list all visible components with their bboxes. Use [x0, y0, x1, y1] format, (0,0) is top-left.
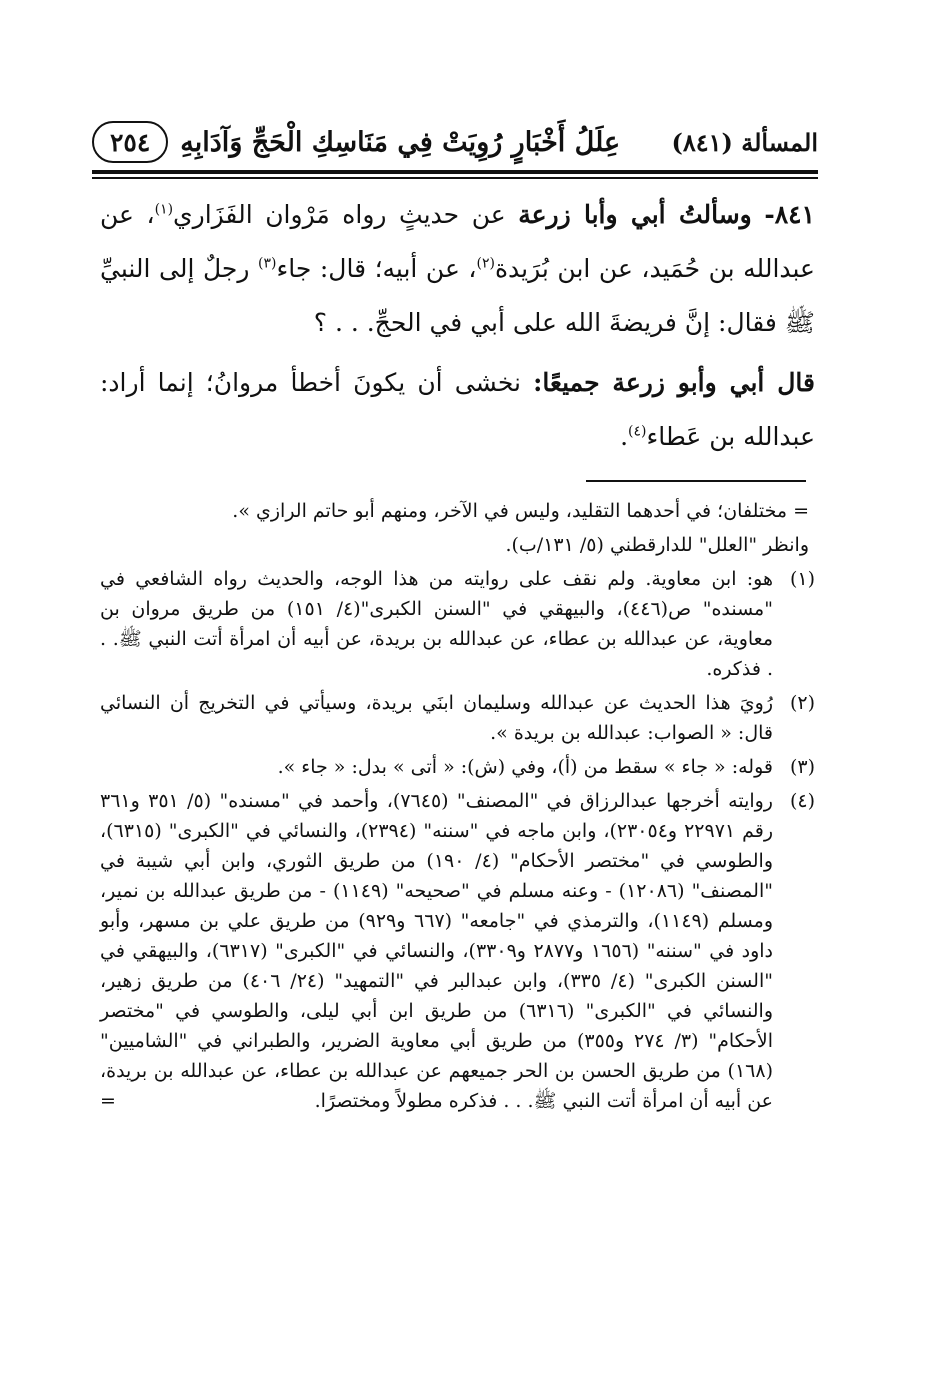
footnotes [100, 496, 815, 1120]
question-text-d: رجلٌ إلى النبيِّ ﷺ فقال: إنَّ فريضةَ الله على أبي في الحجِّ. . . ؟ [100, 254, 815, 337]
footnote-number: (٣) [789, 756, 815, 778]
continuation-mark: = [100, 1090, 116, 1112]
header-left-group [92, 121, 620, 163]
question-text-a: عن حديثٍ رواه مَرْوان الفَزَاري [173, 200, 506, 229]
footnote-ref-1[interactable]: (١) [154, 201, 174, 218]
running-header [92, 116, 818, 168]
question-lead: وسألتُ أبي وأبا زرعة [518, 200, 752, 229]
footnote-continuation-1: = مختلفان؛ في أحدهما التقليد، وليس في الآخر، ومنهم أبو حاتم الرازي ». [232, 500, 809, 522]
footnote-separator [586, 480, 806, 482]
answer-text-a: نخشى أن يكونَ أخطأ مروانُ؛ إنما أراد: عبدالله بن عَطاء [100, 368, 815, 451]
issue-number: ٨٤١- [764, 200, 815, 229]
footnote-4 [100, 786, 815, 1116]
book-title: عِلَلُ أَخْبَارٍ رُوِيَتْ فِي مَنَاسِكِ الْحَجِّ وَآدَابِهِ [180, 126, 621, 158]
footnote-ref-4[interactable]: (٤) [628, 423, 647, 440]
header-rule-thin [92, 177, 818, 179]
footnote-1 [100, 564, 815, 684]
main-text [100, 188, 815, 464]
footnote-ref-3[interactable]: (٣) [258, 255, 277, 272]
footnote-continuation-2: وانظر "العلل" للدارقطني (٥/ ١٣١/ب). [505, 534, 809, 556]
footnote-text: رُويَ هذا الحديث عن عبدالله وسليمان ابنَي بريدة، وسيأتي في التخريج أن النسائي قال: « الصواب: عبدالله بن بريدة ». [100, 692, 773, 744]
footnote-number: (١) [789, 568, 815, 590]
header-right-group [672, 128, 819, 157]
answer-text-b: . [620, 422, 629, 451]
question-text-b: ، عن عبدالله بن حُمَيد، عن ابن بُرَيدة [100, 200, 815, 283]
footnote-text: روايته أخرجها عبدالرزاق في "المصنف" (٧٦٤٥)، وأحمد في "مسنده" (٥/ ٣٥١ و٣٦١ رقم ٢٢٩٧١ و٢٣٠٥٤)، وابن ماجه في "سننه" (٢٣٩٤)، والنسائي في "الكبرى" (٦٣١٥)، والطوسي في "مختصر الأحكام" (٤/ ١٩٠) من طريق الثوري، وابن أبي شيبة في "المصنف" (١٢٠٨٦) - وعنه مسلم في "صحيحه" (١١٤٩) - من طريق عبدالله بن نمير، ومسلم (١١٤٩)، والترمذي في "جامعه" (٦٦٧ و٩٢٩) من طريق علي بن مسهر، وأبو داود في "سننه" (١٦٥٦ و٢٨٧٧ و٣٣٠٩)، والنسائي في "الكبرى" (٦٣١٧)، والبيهقي في "السنن الكبرى" (٤/ ٣٣٥)، وابن عبدالبر في "التمهيد" (٢٤/ ٤٠٦) من طريق زهير، والنسائي في "الكبرى" (٦٣١٦) من طريق ابن أبي ليلى، والطوسي في "مختصر الأحكام" (٣/ ٢٧٤ و٣٥٥) من طريق أبي معاوية الضرير، والطبراني في "الشاميين" (١٦٨) من طريق الحسن بن الحر جميعهم عن عبدالله بن عطاء، عن عبدالله بن بريدة، عن أبيه أن امرأة أتت النبي ﷺ. . . فذكره مطولاً ومختصرًا. [100, 790, 774, 1112]
header-rule-thick [92, 170, 818, 174]
footnote-text-wrap [100, 786, 773, 1116]
footnote-2 [100, 688, 815, 748]
footnote-number: (٢) [789, 692, 815, 714]
footnote-text: هو: ابن معاوية. ولم نقف على روايته من هذا الوجه، والحديث رواه الشافعي في "مسنده" ص(٤٤٦)، والبيهقي في "السنن الكبرى"(٤/ ١٥١) من طريق مروان بن معاوية، عن عبدالله بن عطاء، عن عبدالله بن بريدة، عن أبيه أن امرأة أتت النبي ﷺ. . . فذكره. [100, 568, 773, 680]
question-text-c: ، عن أبيه؛ قال: جاء [276, 254, 477, 283]
footnote-3 [100, 752, 815, 782]
paragraph-answer [100, 356, 815, 464]
page-number: ٢٥٤ [92, 121, 168, 163]
footnote-number: (٤) [789, 790, 815, 812]
paragraph-question [100, 188, 815, 350]
footnote-ref-2[interactable]: (٢) [476, 255, 495, 272]
answer-lead: قال أبي وأبو زرعة جميعًا: [533, 368, 815, 397]
footnote-text: قوله: « جاء » سقط من (أ)، وفي (ش): « أتى » بدل: « جاء ». [277, 756, 773, 778]
issue-label: المسألة (٨٤١) [671, 127, 818, 157]
